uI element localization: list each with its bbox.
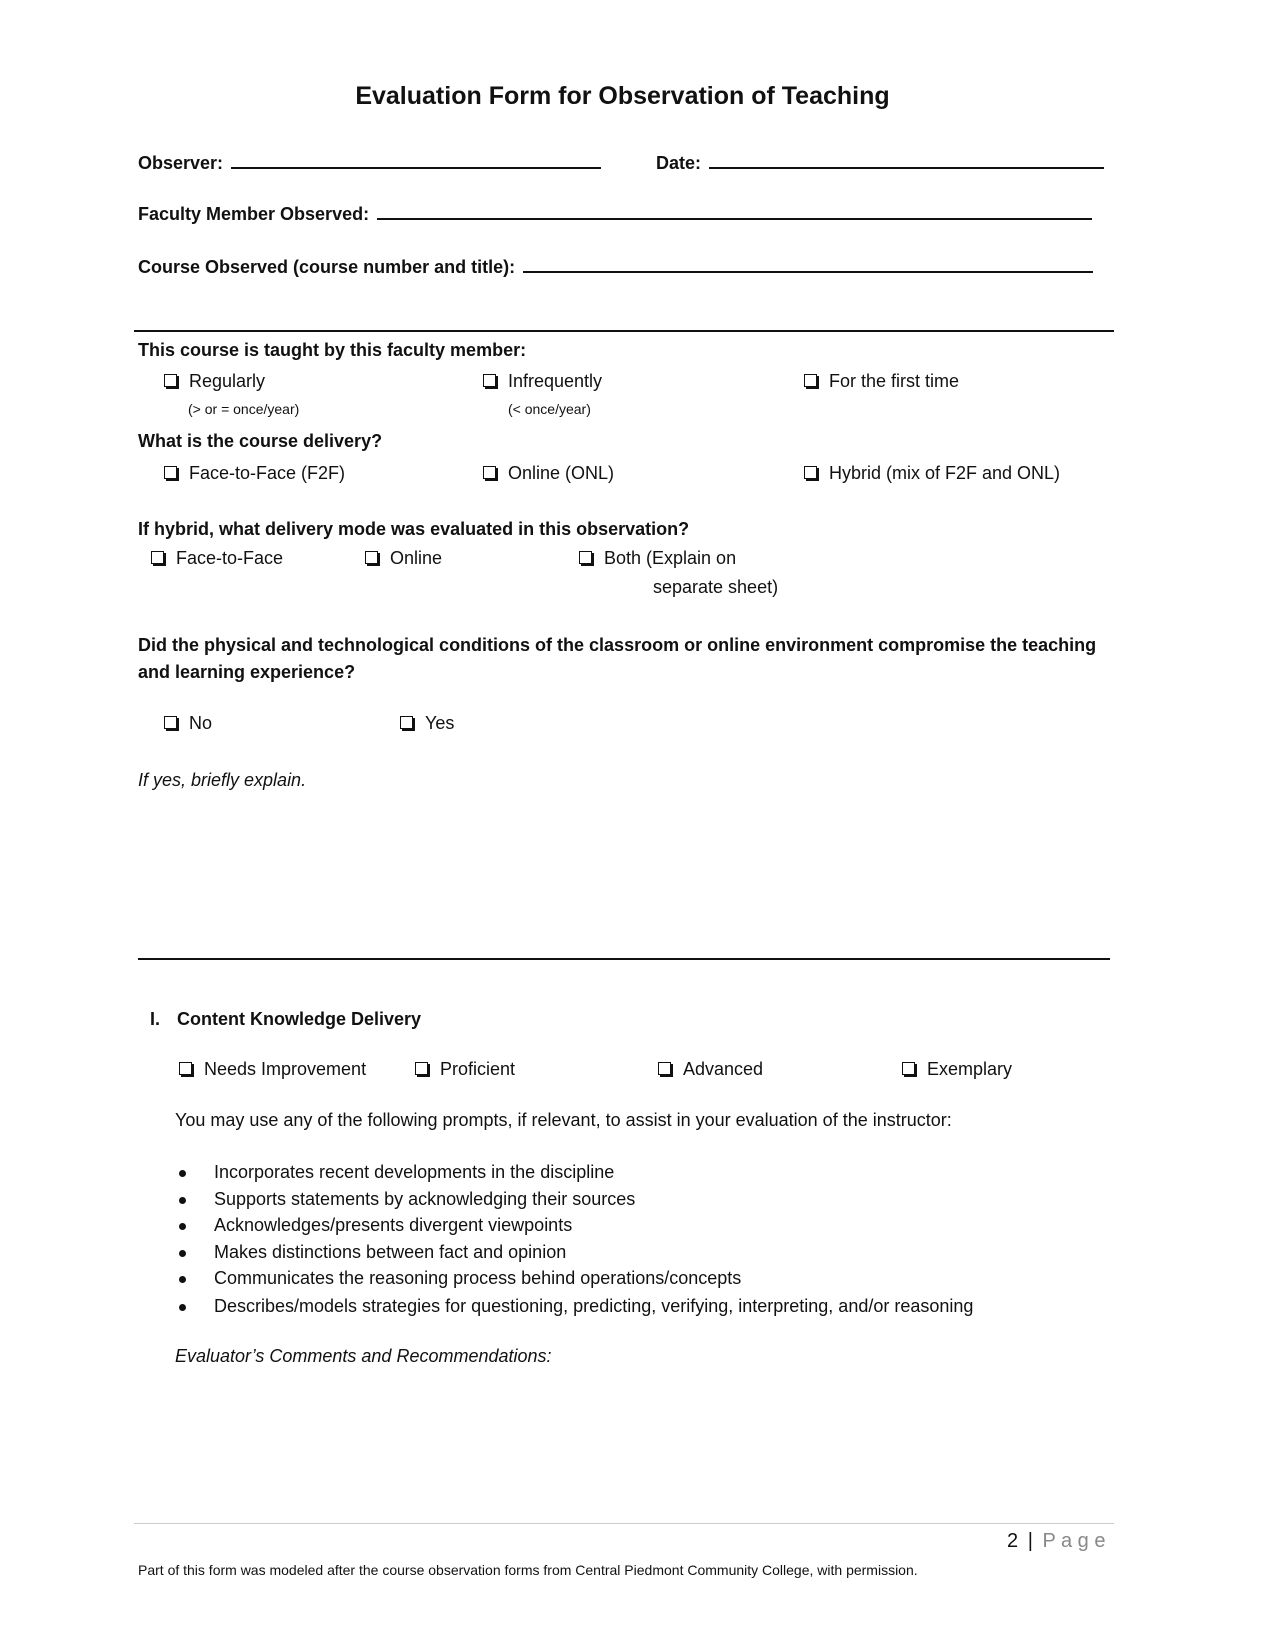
delivery-question: What is the course delivery?	[138, 431, 383, 451]
option-label: Yes	[425, 713, 455, 733]
course-input[interactable]	[523, 257, 1093, 273]
checkbox-icon[interactable]	[179, 1062, 192, 1075]
option-label: For the first time	[829, 371, 960, 391]
observer-input[interactable]	[231, 153, 601, 169]
checkbox-icon[interactable]	[164, 466, 177, 479]
bullet-icon	[179, 1197, 186, 1204]
option-label: Exemplary	[927, 1059, 1013, 1079]
list-item: Communicates the reasoning process behind operations/concepts	[214, 1268, 742, 1288]
list-item: Acknowledges/presents divergent viewpoints	[214, 1215, 573, 1235]
checkbox-icon[interactable]	[164, 374, 177, 387]
checkbox-icon[interactable]	[164, 716, 177, 729]
conditions-question-line2: and learning experience?	[138, 662, 356, 682]
faculty-field	[138, 204, 1092, 225]
checkbox-icon[interactable]	[400, 716, 413, 729]
prompt-intro: You may use any of the following prompts, if relevant, to assist in your evaluation of the instructor:	[175, 1110, 952, 1130]
option-hybrid[interactable]	[804, 463, 1060, 484]
page-number: 2	[1007, 1530, 1019, 1552]
option-online[interactable]	[483, 463, 614, 484]
bullet-icon	[179, 1170, 186, 1177]
option-label: Both (Explain on	[604, 548, 737, 568]
list-item: Describes/models strategies for questioning, predicting, verifying, interpreting, and/or reasoning	[214, 1296, 974, 1316]
option-infrequently[interactable]	[483, 371, 602, 392]
checkbox-icon[interactable]	[579, 551, 592, 564]
option-label: Face-to-Face	[176, 548, 284, 568]
option-label: Regularly	[189, 371, 266, 391]
option-label: Infrequently	[508, 371, 603, 391]
rating-exemplary[interactable]	[902, 1059, 1012, 1080]
bullet-icon	[179, 1223, 186, 1230]
faculty-label: Faculty Member Observed:	[138, 204, 370, 224]
option-first-time[interactable]	[804, 371, 959, 392]
option-no[interactable]	[164, 713, 212, 734]
regularly-note: (> or = once/year)	[188, 401, 300, 417]
page-label: P a g e	[1042, 1530, 1106, 1552]
rating-proficient[interactable]	[415, 1059, 515, 1080]
checkbox-icon[interactable]	[483, 374, 496, 387]
checkbox-icon[interactable]	[902, 1062, 915, 1075]
option-label: Advanced	[683, 1059, 764, 1079]
footer-note: Part of this form was modeled after the course observation forms from Central Piedmont Community College, with permission.	[138, 1562, 918, 1578]
option-label: Hybrid (mix of F2F and ONL)	[829, 463, 1061, 483]
option-label: Proficient	[440, 1059, 516, 1079]
checkbox-icon[interactable]	[658, 1062, 671, 1075]
checkbox-icon[interactable]	[151, 551, 164, 564]
option-regularly[interactable]	[164, 371, 265, 392]
option-label: No	[189, 713, 213, 733]
checkbox-icon[interactable]	[365, 551, 378, 564]
explain-line[interactable]	[138, 958, 1110, 960]
checkbox-icon[interactable]	[483, 466, 496, 479]
page-title: Evaluation Form for Observation of Teaching	[355, 82, 890, 110]
date-input[interactable]	[709, 153, 1104, 169]
comments-label: Evaluator’s Comments and Recommendations:	[175, 1346, 552, 1366]
divider	[134, 330, 1114, 332]
page-indicator: 2 | P a g e	[1007, 1530, 1106, 1552]
date-field	[656, 153, 1104, 174]
list-item: Incorporates recent developments in the discipline	[214, 1162, 615, 1182]
option-label: Needs Improvement	[204, 1059, 367, 1079]
option-label: Online (ONL)	[508, 463, 615, 483]
mode-online[interactable]	[365, 548, 442, 569]
observer-label: Observer:	[138, 153, 224, 173]
bullet-icon	[179, 1276, 186, 1283]
checkbox-icon[interactable]	[804, 466, 817, 479]
section-title: Content Knowledge Delivery	[177, 1009, 422, 1029]
date-label: Date:	[656, 153, 702, 173]
rating-needs-improvement[interactable]	[179, 1059, 366, 1080]
explain-prompt: If yes, briefly explain.	[138, 770, 307, 790]
hybrid-question: If hybrid, what delivery mode was evaluated in this observation?	[138, 519, 690, 539]
rating-advanced[interactable]	[658, 1059, 763, 1080]
mode-f2f[interactable]	[151, 548, 283, 569]
observer-field	[138, 153, 601, 174]
bullet-icon	[179, 1250, 186, 1257]
course-field	[138, 257, 1093, 278]
option-f2f[interactable]	[164, 463, 345, 484]
list-item: Supports statements by acknowledging their sources	[214, 1189, 636, 1209]
footer-divider	[134, 1523, 1114, 1524]
checkbox-icon[interactable]	[804, 374, 817, 387]
mode-both-continuation: separate sheet)	[653, 577, 779, 597]
course-label: Course Observed (course number and title):	[138, 257, 516, 277]
list-item: Makes distinctions between fact and opinion	[214, 1242, 567, 1262]
infrequently-note: (< once/year)	[508, 401, 591, 417]
checkbox-icon[interactable]	[415, 1062, 428, 1075]
option-yes[interactable]	[400, 713, 454, 734]
mode-both[interactable]	[579, 548, 736, 569]
bullet-icon	[179, 1304, 186, 1311]
section-number: I.	[150, 1009, 161, 1029]
conditions-question-line1: Did the physical and technological conditions of the classroom or online environment compromise the teaching	[138, 635, 1097, 655]
option-label: Online	[390, 548, 443, 568]
option-label: Face-to-Face (F2F)	[189, 463, 346, 483]
faculty-input[interactable]	[377, 204, 1092, 220]
taught-question: This course is taught by this faculty member:	[138, 340, 527, 360]
